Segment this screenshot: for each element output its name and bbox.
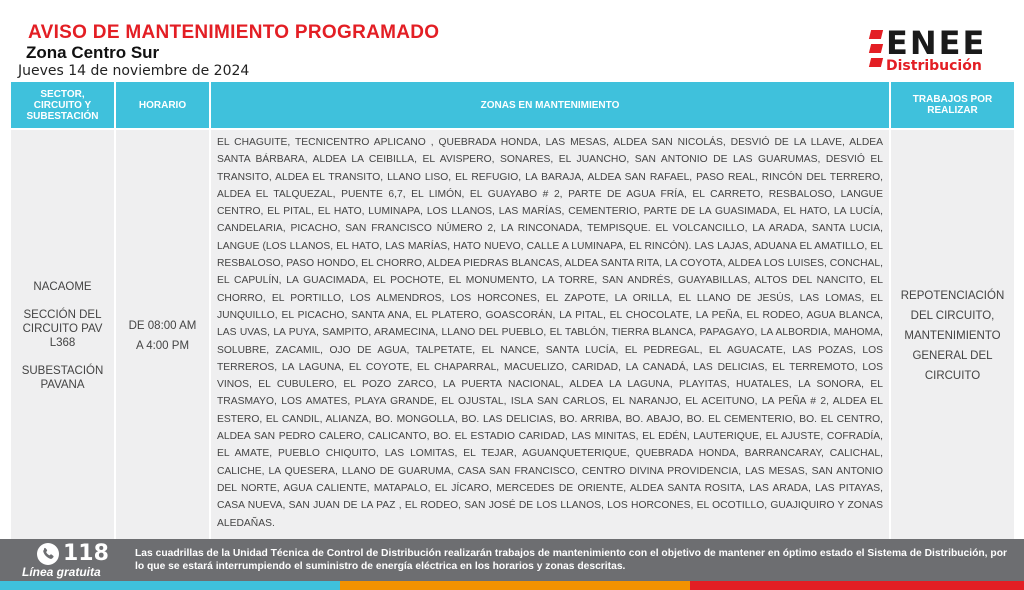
header-work: TRABAJOS POR REALIZAR [891, 82, 1014, 128]
free-line-label: Línea gratuita [22, 565, 101, 579]
header-zones: ZONAS EN MANTENIMIENTO [211, 82, 889, 128]
notice-title: AVISO DE MANTENIMIENTO PROGRAMADO [28, 22, 440, 43]
cell-work: REPOTENCIACIÓN DEL CIRCUITO, MANTENIMIENTO GENERAL DEL CIRCUITO [891, 130, 1014, 542]
header-schedule: HORARIO [116, 82, 209, 128]
circuit-name: SECCIÓN DEL CIRCUITO PAV L368 [22, 309, 103, 349]
cell-zones: EL CHAGUITE, TECNICENTRO APLICANO , QUEBRADA HONDA, LAS MESAS, ALDEA SAN NICOLÁS, DESVIÓ DE LA LLAVE, ALDEA SANTA BÁRBARA, ALDEA LA CEIBILLA, EL AVISPERO, SONARES, EL JUANCHO, SAN ANTONIO DE LAS GUARUMAS, DESVIÓ EL TRANSITO, ALDEA EL TRANSITO, LLANO LISO, EL REFUGIO, LA BARAJA, ALDEA SAN RAFAEL, PASO REAL, RINCÓN DEL TERRERO, ALDEA EL TALQUEZAL, PUENTE 6,7, EL LIMÓN, EL GUAYABO # 2, PARTE DE AGUA FRÍA, EL CARRETO, RESBALOSO, LANGUE CENTRO, EL PITAL, EL HATO, LUMINAPA, LOS LLANOS, LAS MARÍAS, CEMENTERIO, PARTE DE LA GUASIMADA, EL HATO, LA LUCÍA, CANDELARIA, PICACHO, SAN FRANCISCO NÚMERO 2, LA RINCONADA, TEMPISQUE. EL VOLCANCILLO, LA ARADA, SANTA LUCIA, LANGUE (LOS LLANOS, EL HATO, LAS MARÍAS, HATO NUEVO, CALLE A LUMINAPA, EL RINCÓN). LAS LAJAS, ADUANA EL AMATILLO, EL RESBALOSO, PASO HONDO, EL CHORRO, ALDEA PIEDRAS BLANCAS, ALDEA SANTA RITA, LA COYOTA, ALDEA LOS LUISES, CONCHAL, EL CAPULÍN, LA GUACIMADA, EL POCHOTE, EL MONUMENTO, LA TORRE, SAN ANDRÉS, GUAYABILLAS, ALTOS DEL NANCITO, EL CHORRO, EL PORTILLO, LOS ALMENDROS, LOS HORCONES, EL ZAPOTE, LA ORILLA, EL LLANO DE JESÚS, LAS LOMAS, EL JUNQUILLO, EL PICACHO, SANTA ANA, EL PLATERO, GOASCORÁN, LA PITAL, EL CHOCOLATE, LA PEÑA, EL RODEO, AGUA BLANCA, LAS UVAS, LA PUYA, SAMPITO, ARAMECINA, LLANO DEL PUEBLO, EL TABLÓN, TIERRA BLANCA, PAPAGAYO, LA ALBORDIA, MAHOMA, SOLUBRE, ZACAMIL, OJO DE AGUA, TALPETATE, EL NANCE, SANTA LUCÍA, EL PEDREGAL, EL AGUACATE, LAS POZAS, LOS TERREROS, LA LAGUNA, EL COYOTE, EL CHAPARRAL, MACUELIZO, CARIDAD, LA CANADÁ, LAS DELICIAS, EL TERREMOTO, LOS VINOS, EL CUBULERO, EL POZO ZARCO, LA PUERTA NACIONAL, ALDEA LA LAGUNA, PLAYITAS, HUATALES, LA SONORA, EL TRASMAYO, LOS AMATES, PLAYA GRANDE, EL OJUSTAL, ISLA SAN CARLOS, EL NARANJO, EL ACEITUNO, LA PEÑA # 2, ALDEA EL ESTERO, EL CANDIL, ALIANZA, BO. MONGOLLA, BO. LAS DELICIAS, BO. ARRIBA, BO. ABAJO, BO. EL CEMENTERIO, BO. EL CENTRO, ALDEA SAN PEDRO CALERO, CALICANTO, BO. EL ESTADIO CARIDAD, LAS MINITAS, EL EDÉN, LAUTERIQUE, EL AJUSTE, COFRADÍA, EL AMATE, PUEBLO CHIQUITO, LAS LOMITAS, EL TEJAR, AGUANQUETERIQUE, QUEBRADA HONDA, BARRANCARAY, CALICHAL, CALICHE, LA QUESERA, LLANO DE GUARUMA, CASA SAN FRANCISCO, CENTRO DIVINA PROVIDENCIA, LAS MESAS, SAN ANTONIO DEL NORTE, AGUA CALIENTE, MATAPALO, EL JÍCARO, MERCEDES DE ORIENTE, ALDEA SANTA ROSITA, LAS ARADA, LAS PITAYAS, CASA NUEVA, SAN JUAN DE LA PAZ , EL RODEO, SAN JOSÉ DE LOS LLANOS, LOS HORCONES, EL OCOTILLO, GUAJIQUIRO Y ZONAS ALEDAÑAS. [211, 130, 889, 542]
schedule-from: DE 08:00 AM [128, 320, 197, 332]
header-sector: SECTOR, CIRCUITO Y SUBESTACIÓN [11, 82, 114, 128]
schedule-to: A 4:00 PM [135, 340, 190, 352]
footer-message: Las cuadrillas de la Unidad Técnica de Control de Distribución realizarán trabajos de mantenimiento con el objetivo de mantener en óptimo estado el Sistema de Distribución, por lo que se estará interrumpiendo el suministro de energía eléctrica en los horarios y zonas descritas. [135, 548, 1007, 572]
sector-name: NACAOME [33, 281, 92, 293]
cell-schedule [116, 130, 209, 542]
enee-logo-mark-icon [870, 30, 882, 68]
logo-subtitle: Distribución [886, 58, 982, 74]
cell-sector [11, 130, 114, 542]
table-row [11, 130, 1014, 542]
notice-date: Jueves 14 de noviembre de 2024 [18, 63, 250, 79]
substation-name: SUBESTACIÓN PAVANA [21, 365, 104, 391]
zone-title: Zona Centro Sur [26, 43, 160, 62]
phone-icon [36, 542, 60, 566]
hotline [36, 541, 116, 565]
notice-header [0, 0, 1024, 82]
footer-bar [0, 539, 1024, 581]
enee-logo [866, 24, 1012, 76]
logo-word: ENEE [886, 24, 987, 62]
stripe-orange [340, 581, 690, 590]
stripe-red [690, 581, 1024, 590]
phone-number: 118 [63, 541, 109, 566]
table-header-row [11, 82, 1014, 128]
stripe-cyan [0, 581, 340, 590]
